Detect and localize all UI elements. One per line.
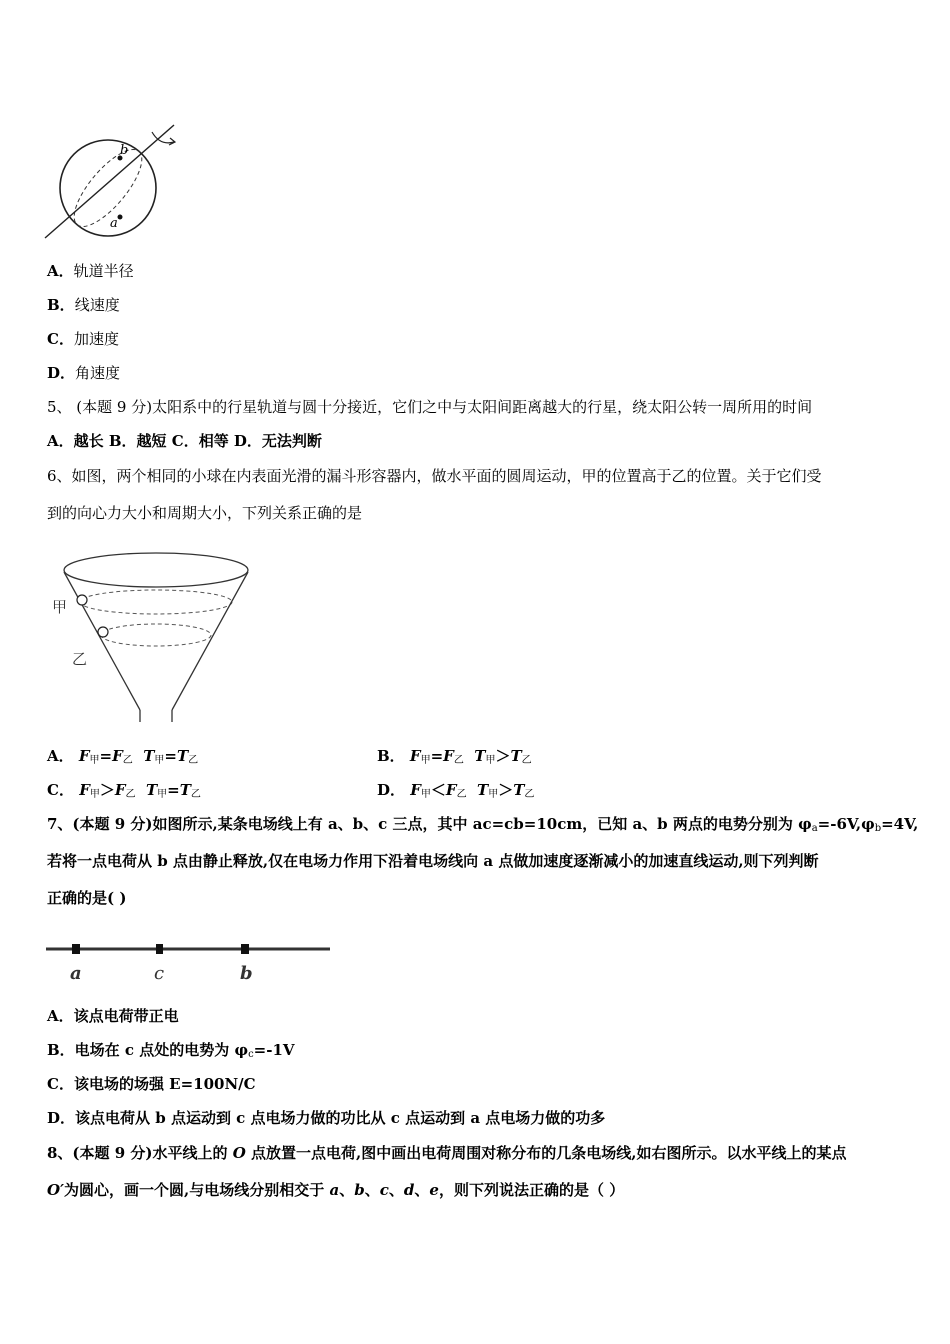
label-yi: 乙 xyxy=(72,650,88,668)
funnel-wall-left xyxy=(64,572,140,710)
label-jia: 甲 xyxy=(52,598,68,616)
q7-option-c: C．该电场的场强 E=100N/C xyxy=(47,1075,256,1093)
q5-stem: 5、 (本题 9 分)太阳系中的行星轨道与圆十分接近，它们之中与太阳间距离越大的行星，绕太阳公转一周所用的时间 xyxy=(47,398,813,416)
q5-options: A．越长 B．越短 C．相等 D．无法判断 xyxy=(47,432,322,450)
point-a xyxy=(118,215,123,220)
q7-stem-line2: 若将一点电荷从 b 点由静止释放,仅在电场力作用下沿着电场线向 a 点做加速度逐渐减小的加速直线运动,则下列判断 xyxy=(47,852,819,870)
q7-stem-line3: 正确的是( ) xyxy=(47,889,127,907)
sphere-orbit-ellipse xyxy=(63,140,152,237)
orbit-yi xyxy=(101,624,211,646)
q4-option-c: C．加速度 xyxy=(47,330,119,348)
label-a: a xyxy=(70,963,82,984)
sphere-outline xyxy=(60,140,156,236)
orbit-sphere-figure xyxy=(40,120,190,245)
q7-option-d: D．该点电荷从 b 点运动到 c 点电场力做的功比从 c 点运动到 a 点电场力做的功多 xyxy=(47,1109,606,1127)
point-a-mark xyxy=(72,944,80,954)
q8-stem-line2: O′为圆心，画一个圆,与电场线分别相交于 a、b、c、d、e，则下列说法正确的是（ ） xyxy=(47,1181,625,1199)
funnel-figure xyxy=(50,540,260,725)
q4-option-d: D．角速度 xyxy=(47,364,121,382)
ball-jia xyxy=(77,595,87,605)
q6-option-d: D． $F_甲<F_乙$ $T_甲>T_乙$ xyxy=(377,781,535,800)
q8-stem-line1: 8、(本题 9 分)水平线上的 O 点放置一点电荷,图中画出电荷周围对称分布的几条电场线,如右图所示。以水平线上的某点 xyxy=(47,1144,847,1162)
q7-option-b: B．电场在 c 点处的电势为 $\varphi_c=-1V$ xyxy=(47,1041,295,1060)
orbit-jia xyxy=(80,590,232,614)
q6-stem-line2: 到的向心力大小和周期大小，下列关系正确的是 xyxy=(47,504,363,522)
point-c-mark xyxy=(156,944,163,954)
ball-yi xyxy=(98,627,108,637)
funnel-rim xyxy=(64,553,248,587)
point-b-mark xyxy=(241,944,249,954)
label-c: c xyxy=(154,963,165,984)
label-b: b xyxy=(120,143,129,158)
q6-option-c: C． $F_甲>F_乙$ $T_甲=T_乙$ xyxy=(47,781,201,800)
arrow-head xyxy=(169,138,175,145)
label-a: a xyxy=(110,216,118,231)
label-b: b xyxy=(240,963,253,984)
funnel-wall-right xyxy=(172,572,248,710)
q6-option-b: B． $F_甲=F_乙$ $T_甲>T_乙$ xyxy=(377,747,532,766)
q7-stem-line1: 7、(本题 9 分)如图所示,某条电场线上有 a、b、c 三点，其中 ac=cb=10cm，已知 a、b 两点的电势分别为 $\varphi_a=-6V,\varphi_b=4V$, xyxy=(47,815,919,834)
field-line-figure xyxy=(44,935,334,985)
q7-option-a: A．该点电荷带正电 xyxy=(47,1007,179,1025)
q6-stem-line1: 6、如图，两个相同的小球在内表面光滑的漏斗形容器内，做水平面的圆周运动，甲的位置高于乙的位置。关于它们受 xyxy=(47,467,822,485)
q4-option-a: A．轨道半径 xyxy=(47,262,134,280)
q4-option-b: B．线速度 xyxy=(47,296,120,314)
q6-option-a: A． $F_甲=F_乙$ $T_甲=T_乙$ xyxy=(47,747,199,766)
